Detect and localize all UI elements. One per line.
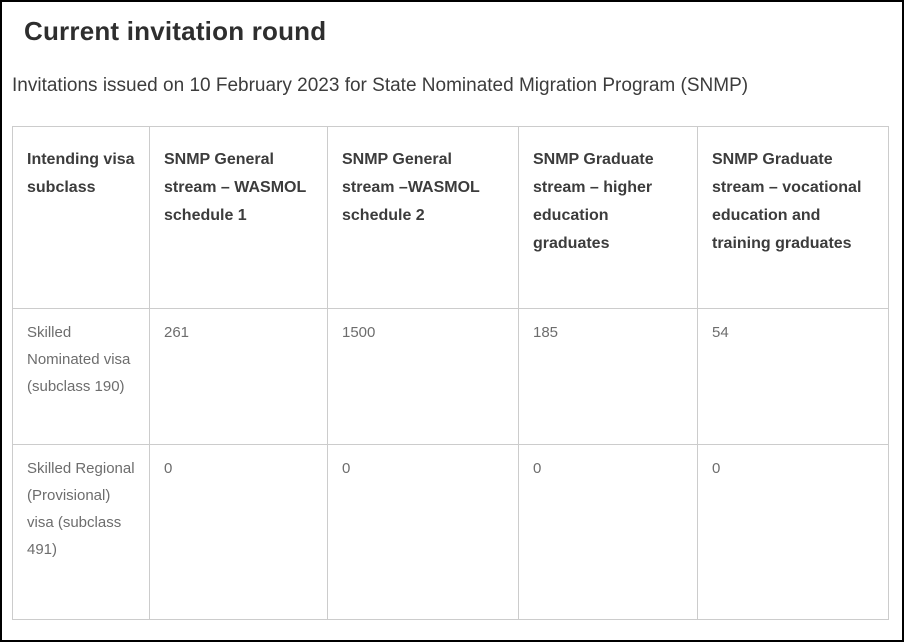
- header-snmp-general-wasmol-schedule-2: SNMP General stream –WASMOL schedule 2: [328, 127, 519, 309]
- header-snmp-general-wasmol-schedule-1: SNMP General stream – WASMOL schedule 1: [150, 127, 328, 309]
- invitation-round-table: [12, 126, 889, 620]
- cell-491-higher-education: 0: [519, 445, 698, 620]
- header-intending-visa-subclass: Intending visa subclass: [13, 127, 150, 309]
- cell-190-vocational-training: 54: [698, 309, 889, 445]
- content-region: [2, 16, 902, 620]
- header-snmp-graduate-higher-education: SNMP Graduate stream – higher education graduates: [519, 127, 698, 309]
- table-row-subclass-190: [13, 309, 889, 445]
- table-row-subclass-491: [13, 445, 889, 620]
- row-label-subclass-491: Skilled Regional (Provisional) visa (subclass 491): [13, 445, 150, 620]
- page-title: Current invitation round: [24, 16, 327, 46]
- cell-491-vocational-training: 0: [698, 445, 889, 620]
- row-label-subclass-190: Skilled Nominated visa (subclass 190): [13, 309, 150, 445]
- table-header-row: [13, 127, 889, 309]
- cell-190-wasmol-schedule-2: 1500: [328, 309, 519, 445]
- cell-491-wasmol-schedule-1: 0: [150, 445, 328, 620]
- cell-190-higher-education: 185: [519, 309, 698, 445]
- cell-190-wasmol-schedule-1: 261: [150, 309, 328, 445]
- cell-491-wasmol-schedule-2: 0: [328, 445, 519, 620]
- header-snmp-graduate-vocational-training: SNMP Graduate stream – vocational education and training graduates: [698, 127, 889, 309]
- page-subtitle: Invitations issued on 10 February 2023 for State Nominated Migration Program (SNMP): [12, 75, 749, 96]
